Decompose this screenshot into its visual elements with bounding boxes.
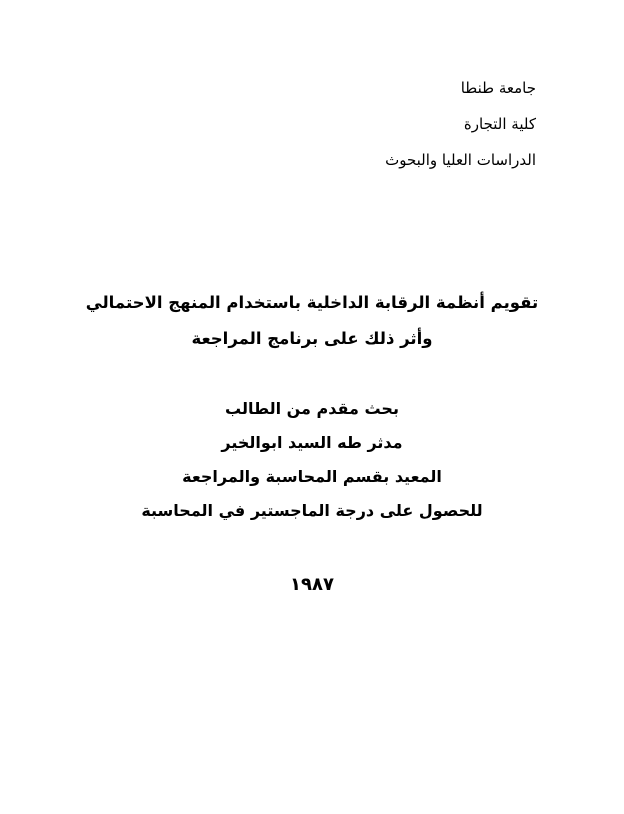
university-name: جامعة طنطا <box>460 79 536 97</box>
department-name: الدراسات العليا والبحوث <box>385 151 536 169</box>
author-position: المعيد بقسم المحاسبة والمراجعة <box>182 467 442 486</box>
presented-by-text: بحث مقدم من الطالب <box>225 399 399 418</box>
author-name: مدثر طه السيد ابوالخير <box>221 433 403 452</box>
title-line-2: وأثر ذلك على برنامج المراجعة <box>191 329 433 348</box>
title-line-1: تقويم أنظمة الرقابة الداخلية باستخدام المنهج الاحتمالي <box>85 293 539 312</box>
degree-purpose: للحصول على درجة الماجستير في المحاسبة <box>141 501 483 520</box>
thesis-title <box>0 285 624 357</box>
author-section <box>0 392 624 528</box>
institution-header <box>385 70 536 178</box>
year-text: ١٩٨٧ <box>290 574 334 595</box>
year-section <box>0 570 624 600</box>
faculty-name: كلية التجارة <box>463 115 536 133</box>
